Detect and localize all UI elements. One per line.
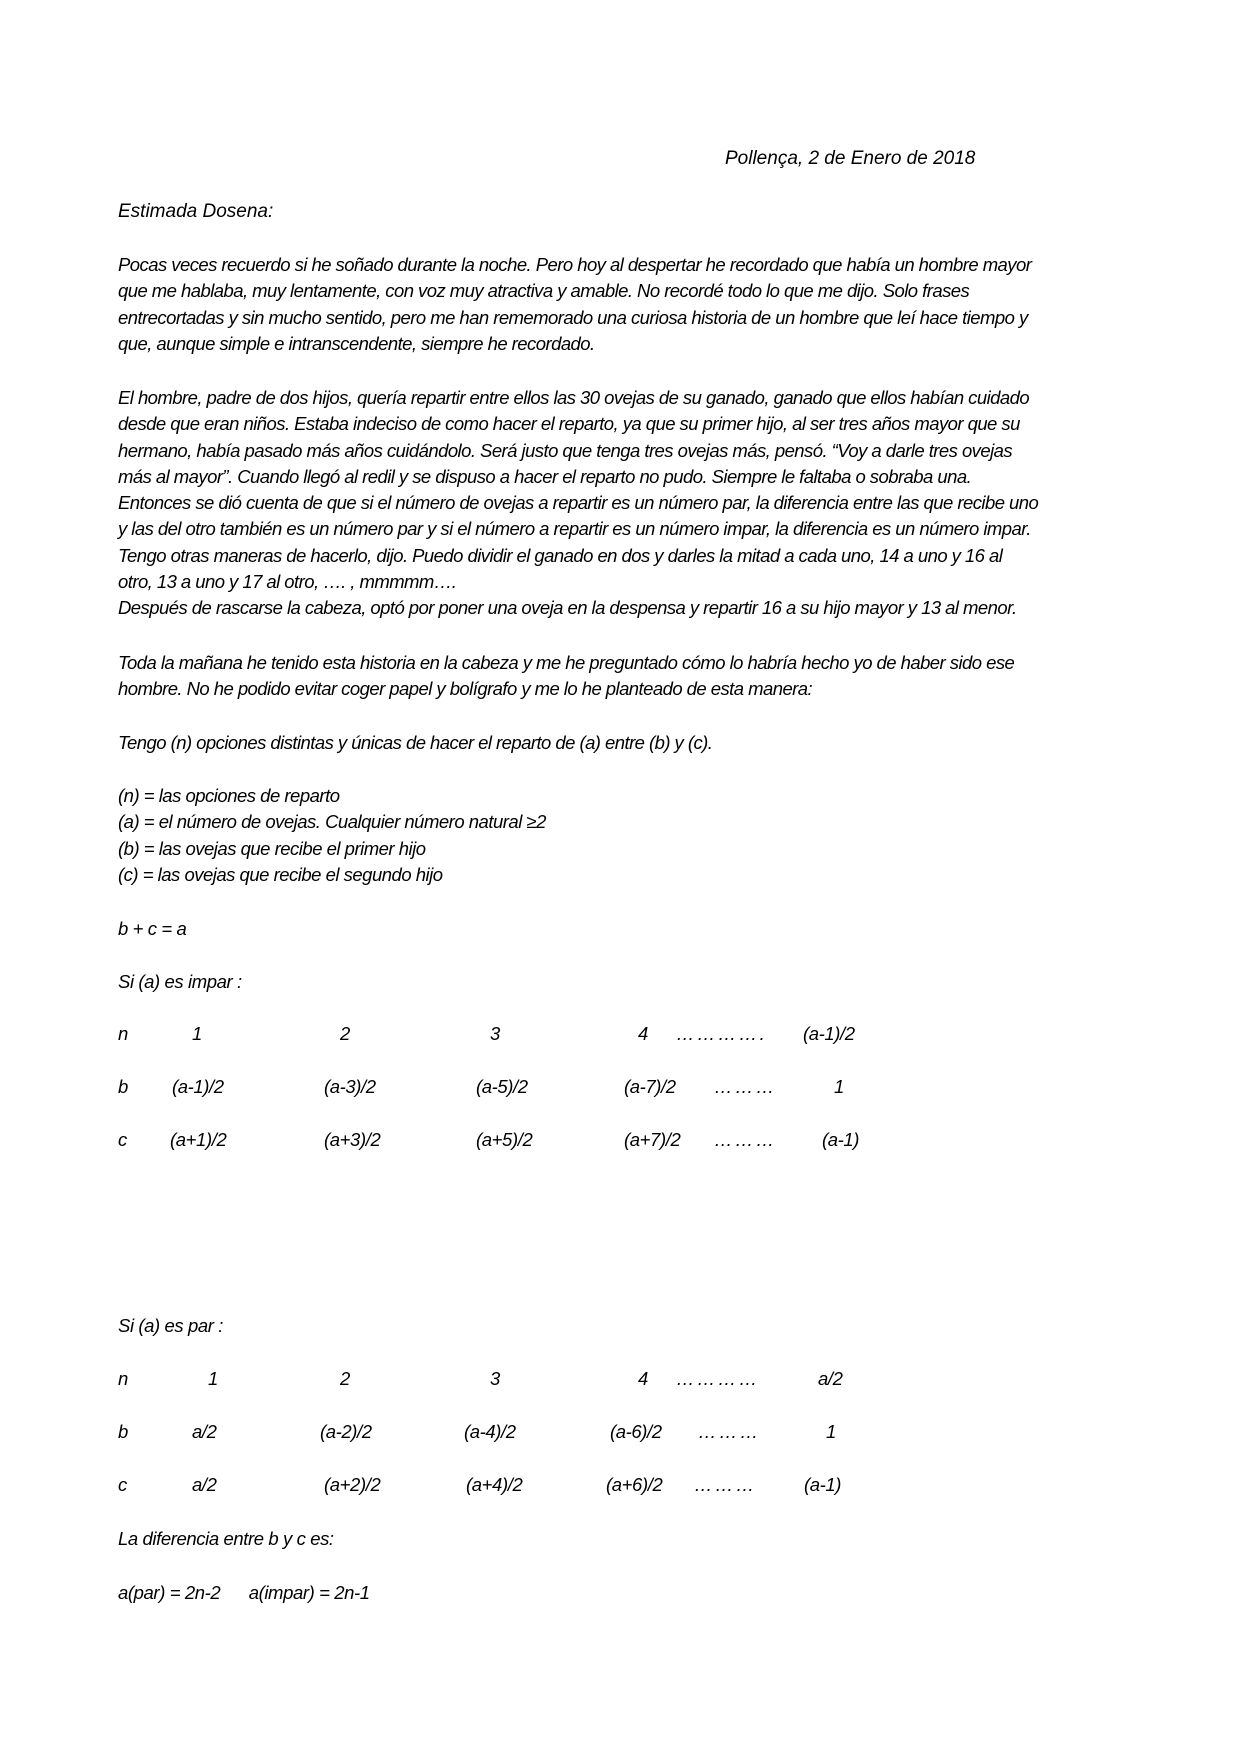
definition-a: (a) = el número de ovejas. Cualquier número natural ≥2 [118,811,546,833]
paragraph-line: El hombre, padre de dos hijos, quería repartir entre ellos las 30 ovejas de su ganado, ganado que ellos habían cuidado [118,387,1030,408]
odd-case-title: Si (a) es impar : [118,971,242,992]
even-cell: (a-6)/2 [610,1421,662,1442]
even-row-label-c: c [118,1474,127,1495]
even-cell: 2 [340,1368,350,1389]
even-cell: 1 [208,1368,218,1389]
odd-cell: (a-1)/2 [172,1076,224,1097]
odd-cell: 3 [490,1023,500,1044]
definition-n: (n) = las opciones de reparto [118,785,340,806]
paragraph-line: más al mayor”. Cuando llegó al redil y se dispuso a hacer el reparto no pudo. Siempre le faltaba o sobraba una. [118,465,972,487]
difference-equation: a(par) = 2n-2 a(impar) = 2n-1 [118,1582,370,1603]
paragraph-line: Tengo otras maneras de hacerlo, dijo. Puedo dividir el ganado en dos y darles la mitad a cada uno, 14 a uno y 16 al [118,544,1003,566]
odd-cell: 1 [834,1076,844,1097]
paragraph-story [118,385,1128,622]
place-date: Pollença, 2 de Enero de 2018 [725,148,976,169]
definition-b: (b) = las ovejas que recibe el primer hijo [118,837,426,859]
odd-cell: (a-7)/2 [624,1076,676,1097]
odd-ellipsis: ……… [714,1129,777,1150]
even-cell: 4 [638,1368,648,1389]
odd-cell: (a-1) [822,1129,860,1150]
even-cell: 3 [490,1368,500,1389]
paragraph-line: otro, 13 a uno y 17 al otro, …. , mmmmm…. [118,571,457,593]
paragraph-line: hombre. No he podido evitar coger papel y bolígrafo y me lo he planteado de esta manera: [118,678,813,700]
even-cell: (a-1) [804,1474,842,1495]
even-case-title: Si (a) es par : [118,1315,224,1336]
paragraph-line: Tengo (n) opciones distintas y únicas de hacer el reparto de (a) entre (b) y (c). [118,732,713,753]
paragraph-dream [118,252,1128,357]
paragraph-options [118,730,1128,756]
paragraph-line: que, aunque simple e intranscendente, siempre he recordado. [118,332,595,354]
difference-title: La diferencia entre b y c es: [118,1528,334,1549]
even-cell: (a-2)/2 [320,1421,372,1442]
greeting: Estimada Dosena: [118,201,274,222]
odd-cell: (a+3)/2 [324,1129,381,1150]
odd-cell: (a-3)/2 [324,1076,376,1097]
even-ellipsis: ……… [694,1474,757,1495]
definition-c: (c) = las ovejas que recibe el segundo hijo [118,863,443,885]
even-cell: (a+6)/2 [606,1474,663,1495]
paragraph-line: Entonces se dió cuenta de que si el número de ovejas a repartir es un número par, la diferencia entre las que recibe uno [118,492,1039,514]
definitions-list [118,783,546,888]
paragraph-line: hermano, había pasado más años cuidándolo. Será justo que tenga tres ovejas más, pensó. “Voy a darle tres ovejas [118,439,1013,461]
even-cell: a/2 [192,1474,217,1495]
even-cell: a/2 [192,1421,217,1442]
odd-row-label-b: b [118,1076,128,1097]
even-cell: (a+4)/2 [466,1474,523,1495]
odd-cell: 2 [340,1023,350,1044]
paragraph-reflection [118,650,1128,703]
even-cell: (a-4)/2 [464,1421,516,1442]
even-ellipsis: ………… [676,1368,760,1389]
odd-cell: (a+5)/2 [476,1129,533,1150]
paragraph-line: y las del otro también es un número par y si el número a repartir es un número impar, la diferencia es un número impar. [118,518,1031,540]
sum-equation: b + c = a [118,918,187,939]
paragraph-line: Toda la mañana he tenido esta historia en la cabeza y me he preguntado cómo lo habría hecho yo de haber sido ese [118,652,1015,673]
paragraph-line: entrecortadas y sin mucho sentido, pero me han rememorado una curiosa historia de un hombre que leí hace tiempo y [118,306,1028,328]
odd-ellipsis: ……… [714,1076,777,1097]
paragraph-line: desde que eran niños. Estaba indeciso de como hacer el reparto, ya que su primer hijo, al ser tres años mayor que su [118,413,1020,435]
even-cell: 1 [826,1421,836,1442]
odd-ellipsis: …………. [676,1023,768,1044]
even-row-label-b: b [118,1421,128,1442]
odd-row-label-c: c [118,1129,127,1150]
odd-cell: (a+1)/2 [170,1129,227,1150]
odd-cell: (a+7)/2 [624,1129,681,1150]
even-ellipsis: ……… [698,1421,761,1442]
paragraph-line: que me hablaba, muy lentamente, con voz muy atractiva y amable. No recordé todo lo que me dijo. Solo frases [118,280,970,302]
odd-cell: (a-1)/2 [803,1023,855,1044]
even-cell: (a+2)/2 [324,1474,381,1495]
odd-row-label-n: n [118,1023,128,1044]
odd-cell: 4 [638,1023,648,1044]
even-cell: a/2 [818,1368,843,1389]
odd-cell: (a-5)/2 [476,1076,528,1097]
even-row-label-n: n [118,1368,128,1389]
odd-cell: 1 [192,1023,202,1044]
paragraph-line: Pocas veces recuerdo si he soñado durante la noche. Pero hoy al despertar he recordado que había un hombre mayor [118,254,1032,275]
paragraph-line: Después de rascarse la cabeza, optó por poner una oveja en la despensa y repartir 16 a su hijo mayor y 13 al menor. [118,597,1017,619]
